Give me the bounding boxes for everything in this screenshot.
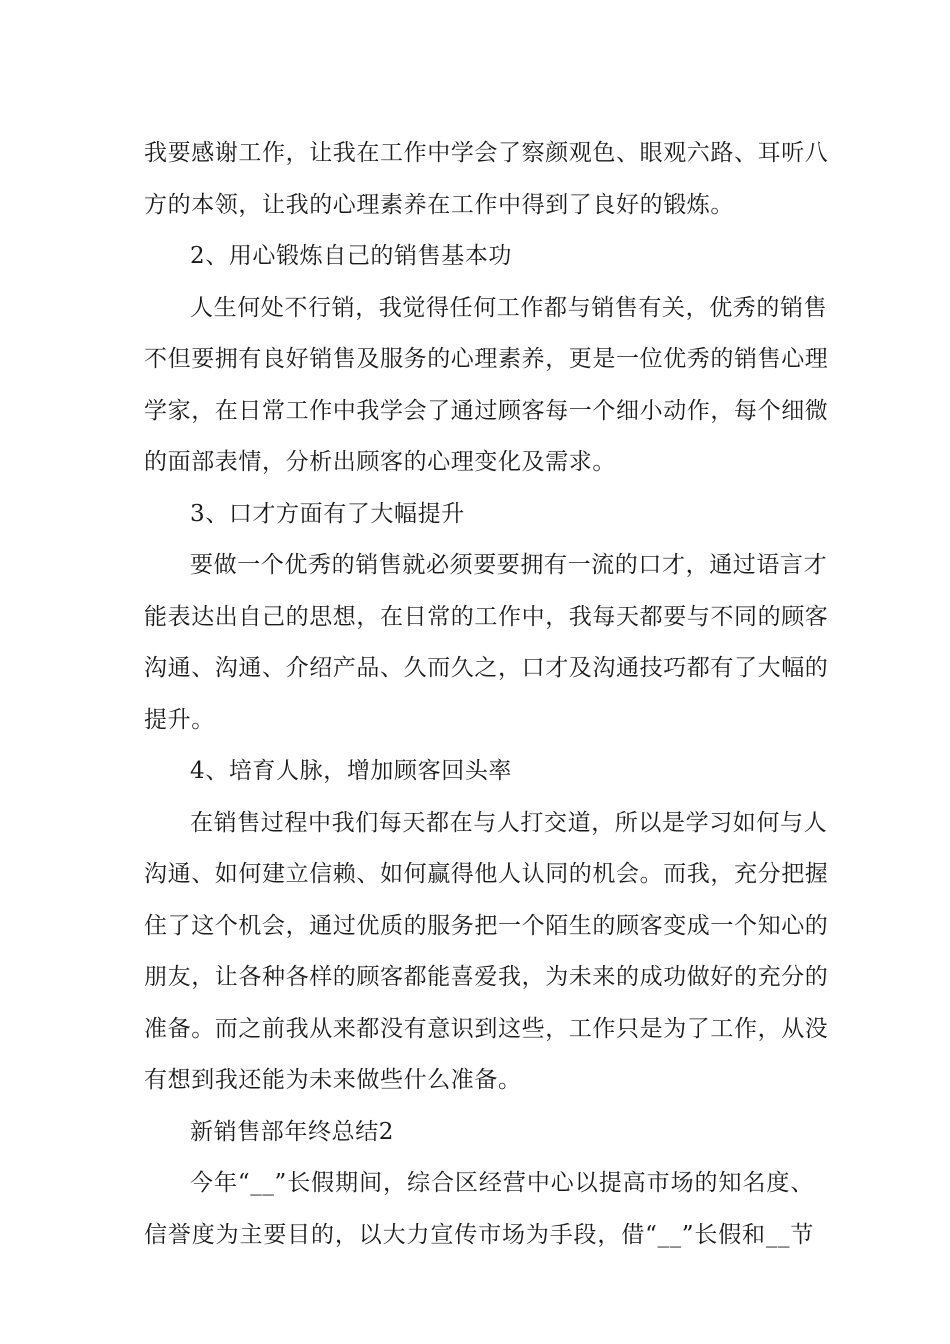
section-heading: 4、培育人脉，增加顾客回头率	[190, 758, 513, 784]
paragraph-line: 在销售过程中我们每天都在与人打交道，所以是学习如何与人	[190, 809, 828, 836]
paragraph-line: 沟通、如何建立信赖、如何赢得他人认同的机会。而我，充分把握	[144, 861, 829, 887]
paragraph-line: 不但要拥有良好销售及服务的心理素养，更是一位优秀的销售心理	[144, 346, 829, 372]
paragraph-line: 我要感谢工作，让我在工作中学会了察颜观色、眼观六路、耳听八	[144, 140, 829, 166]
paragraph-line: 能表达出自己的思想，在日常的工作中，我每天都要与不同的顾客	[144, 603, 829, 630]
paragraph-line: 信誉度为主要目的，以大力宣传市场为手段，借“__”长假和__节	[144, 1221, 814, 1248]
paragraph-line: 学家，在日常工作中我学会了通过顾客每一个细小动作，每个细微	[144, 397, 829, 424]
paragraph-line: 有想到我还能为未来做些什么准备。	[144, 1067, 522, 1093]
paragraph-line: 人生何处不行销，我觉得任何工作都与销售有关，优秀的销售	[190, 294, 828, 321]
document-body	[144, 128, 829, 1261]
paragraph-line: 方的本领，让我的心理素养在工作中得到了良好的锻炼。	[144, 191, 734, 218]
paragraph-line: 沟通、沟通、介绍产品、久而久之，口才及沟通技巧都有了大幅的	[144, 655, 829, 681]
paragraph-line: 今年“__”长假期间，综合区经营中心以提高市场的知名度、	[190, 1170, 814, 1196]
section-title: 新销售部年终总结2	[190, 1118, 395, 1145]
section-heading: 2、用心锻炼自己的销售基本功	[190, 243, 513, 269]
paragraph-line: 朋友，让各种各样的顾客都能喜爱我，为未来的成功做好的充分的	[144, 964, 829, 990]
paragraph-line: 准备。而之前我从来都没有意识到这些，工作只是为了工作，从没	[144, 1015, 829, 1042]
paragraph-line: 要做一个优秀的销售就必须要要拥有一流的口才，通过语言才	[190, 552, 828, 578]
section-heading: 3、口才方面有了大幅提升	[190, 500, 465, 527]
paragraph-line: 提升。	[144, 706, 215, 733]
paragraph-line: 的面部表情，分析出顾客的心理变化及需求。	[144, 449, 616, 475]
paragraph-line: 住了这个机会，通过优质的服务把一个陌生的顾客变成一个知心的	[144, 912, 829, 939]
